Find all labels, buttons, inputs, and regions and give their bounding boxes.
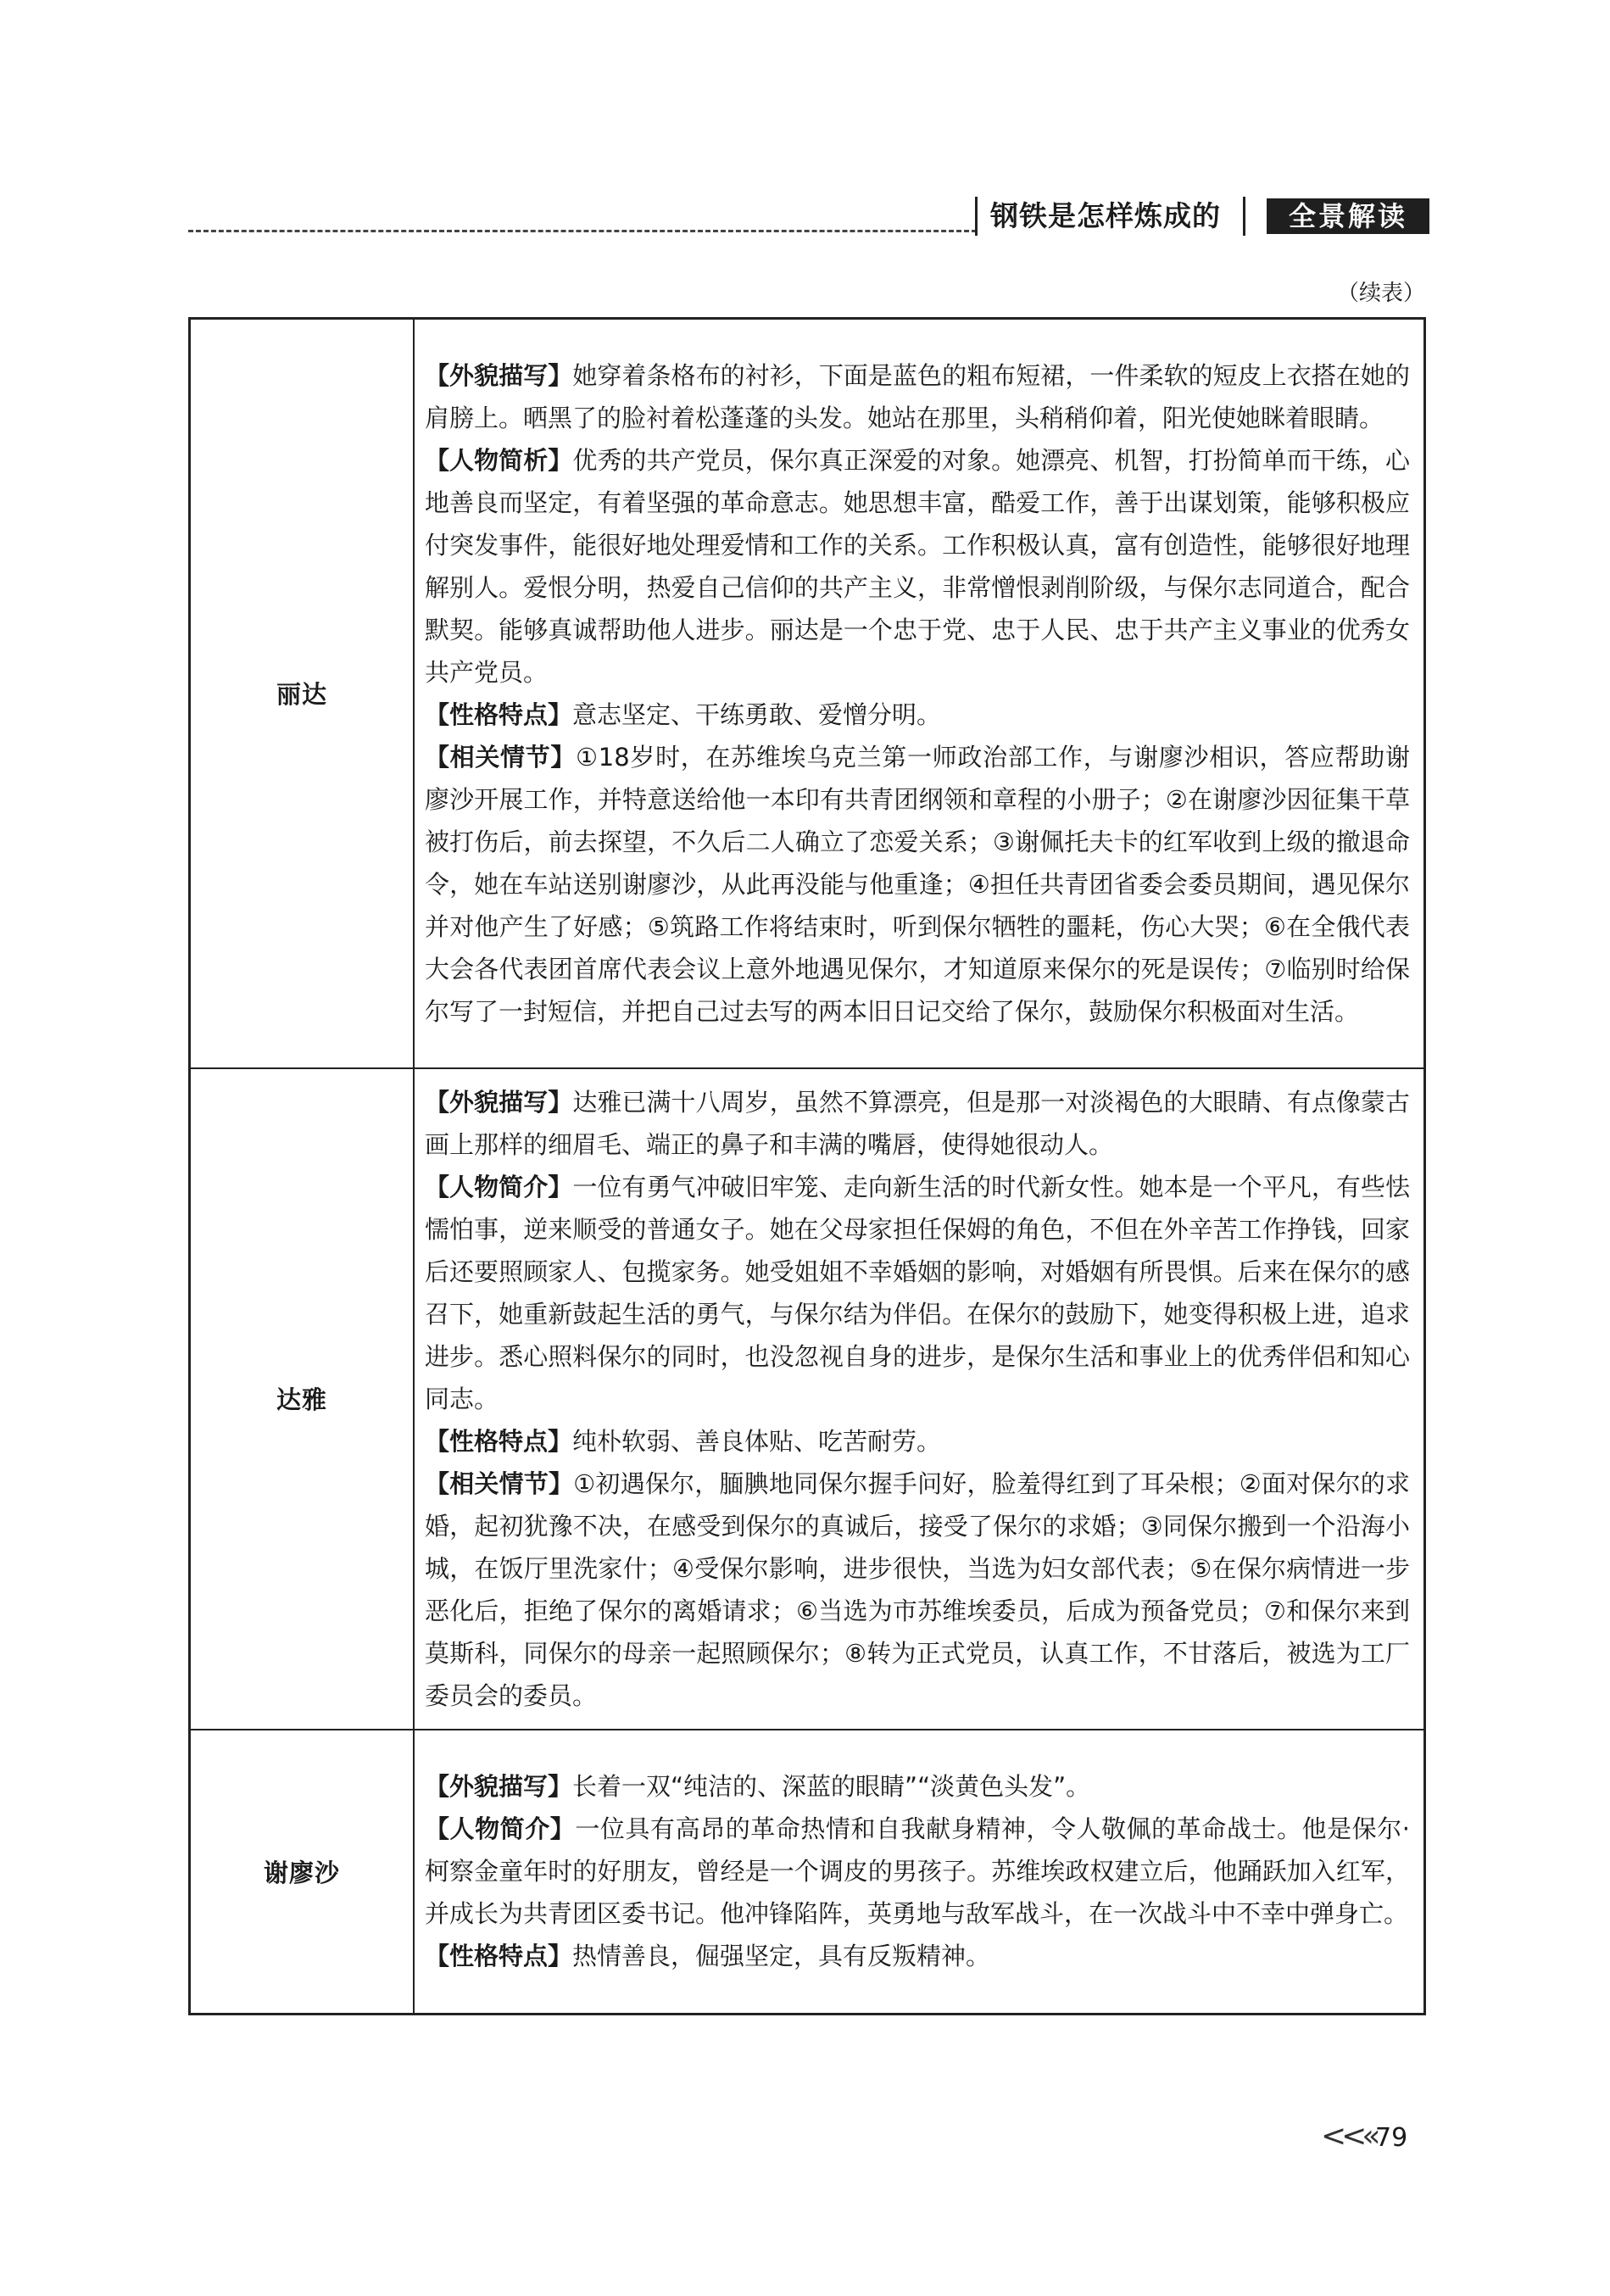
section-label: 【外貌描写】 bbox=[425, 1087, 573, 1117]
description-paragraph bbox=[425, 1420, 1410, 1463]
section-label: 【相关情节】 bbox=[425, 1468, 574, 1498]
section-text: 一位具有高昂的革命热情和自我献身精神，令人敬佩的革命战士。他是保尔·柯察金童年时的好朋友，曾经是一个调皮的男孩子。苏维埃政权建立后，他踊跃加入红军，并成长为共青团区委书记。他冲锋陷阵，英勇地与敌军战斗，在一次战斗中不幸中弹身亡。 bbox=[425, 1814, 1410, 1929]
header-divider-right bbox=[1243, 197, 1245, 236]
section-text: 达雅已满十八周岁，虽然不算漂亮，但是那一对淡褐色的大眼睛、有点像蒙古画上那样的细眉毛、端正的鼻子和丰满的嘴唇，使得她很动人。 bbox=[425, 1087, 1410, 1159]
section-text: 一位有勇气冲破旧牢笼、走向新生活的时代新女性。她本是一个平凡，有些怯懦怕事，逆来顺受的普通女子。她在父母家担任保姆的角色，不但在外辛苦工作挣钱，回家后还要照顾家人、包揽家务。她受姐姐不幸婚姻的影响，对婚姻有所畏惧。后来在保尔的感召下，她重新鼓起生活的勇气，与保尔结为伴侣。在保尔的鼓励下，她变得积极上进，追求进步。悉心照料保尔的同时，也没忽视自身的进步，是保尔生活和事业上的优秀伴侣和知心同志。 bbox=[425, 1172, 1410, 1413]
table-row bbox=[190, 1730, 1425, 2015]
section-label: 【性格特点】 bbox=[425, 1942, 573, 1971]
section-label: 【外貌描写】 bbox=[425, 1772, 573, 1802]
section-label: 【人物简介】 bbox=[425, 1814, 576, 1844]
description-paragraph bbox=[425, 694, 1410, 736]
section-text: 热情善良，倔强坚定，具有反叛精神。 bbox=[572, 1942, 991, 1971]
description-paragraph bbox=[425, 736, 1410, 1033]
page-arrows-icon: <<« bbox=[1321, 2119, 1376, 2154]
description-paragraph bbox=[425, 1166, 1410, 1420]
section-badge: 全景解读 bbox=[1267, 198, 1429, 234]
description-paragraph bbox=[425, 1081, 1410, 1166]
header-divider-left bbox=[975, 197, 978, 236]
character-description bbox=[414, 319, 1425, 1068]
character-description bbox=[414, 1730, 1425, 2015]
section-label: 【人物简介】 bbox=[425, 1172, 573, 1201]
header-dashed-rule bbox=[188, 230, 977, 232]
character-name: 达雅 bbox=[190, 1068, 415, 1730]
section-text: ①初遇保尔，腼腆地同保尔握手问好，脸羞得红到了耳朵根；②面对保尔的求婚，起初犹豫不决，在感受到保尔的真诚后，接受了保尔的求婚；③同保尔搬到一个沿海小城，在饭厅里洗家什；④受保尔影响，进步很快，当选为妇女部代表；⑤在保尔病情进一步恶化后，拒绝了保尔的离婚请求；⑥当选为市苏维埃委员，后成为预备党员；⑦和保尔来到莫斯科，同保尔的母亲一起照顾保尔；⑧转为正式党员，认真工作，不甘落后，被选为工厂委员会的委员。 bbox=[425, 1468, 1410, 1710]
character-table bbox=[188, 317, 1426, 2015]
section-label: 【人物简析】 bbox=[425, 445, 573, 475]
character-description bbox=[414, 1068, 1425, 1730]
character-name: 丽达 bbox=[190, 319, 415, 1068]
book-title: 钢铁是怎样炼成的 bbox=[990, 199, 1221, 232]
description-paragraph bbox=[425, 1463, 1410, 1717]
section-label: 【性格特点】 bbox=[425, 699, 573, 729]
section-label: 【相关情节】 bbox=[425, 742, 577, 772]
description-paragraph bbox=[425, 354, 1410, 439]
section-text: 纯朴软弱、善良体贴、吃苦耐劳。 bbox=[572, 1426, 942, 1456]
section-text: 长着一双“纯洁的、深蓝的眼睛”“淡黄色头发”。 bbox=[572, 1772, 1091, 1802]
character-name: 谢廖沙 bbox=[190, 1730, 415, 2015]
description-paragraph bbox=[425, 1808, 1410, 1935]
description-paragraph bbox=[425, 1765, 1410, 1808]
table-row bbox=[190, 1068, 1425, 1730]
section-text: 优秀的共产党员，保尔真正深爱的对象。她漂亮、机智，打扮简单而干练，心地善良而坚定，有着坚强的革命意志。她思想丰富，酷爱工作，善于出谋划策，能够积极应付突发事件，能很好地处理爱情和工作的关系。工作积极认真，富有创造性，能够很好地理解别人。爱恨分明，热爱自己信仰的共产主义，非常憎恨剥削阶级，与保尔志同道合，配合默契。能够真诚帮助他人进步。丽达是一个忠于党、忠于人民、忠于共产主义事业的优秀女共产党员。 bbox=[425, 445, 1410, 687]
description-paragraph bbox=[425, 439, 1410, 694]
section-text: 她穿着条格布的衬衫，下面是蓝色的粗布短裙，一件柔软的短皮上衣搭在她的肩膀上。晒黑了的脸衬着松蓬蓬的头发。她站在那里，头稍稍仰着，阳光使她眯着眼睛。 bbox=[425, 360, 1410, 432]
table-row bbox=[190, 319, 1425, 1068]
description-paragraph bbox=[425, 1935, 1410, 1977]
page-number: 79 bbox=[1375, 2123, 1408, 2153]
section-label: 【外貌描写】 bbox=[425, 360, 573, 390]
section-text: 意志坚定、干练勇敢、爱憎分明。 bbox=[572, 699, 942, 729]
continued-note: （续表） bbox=[1336, 281, 1425, 306]
section-label: 【性格特点】 bbox=[425, 1426, 573, 1456]
section-text: ①18岁时，在苏维埃乌克兰第一师政治部工作，与谢廖沙相识，答应帮助谢廖沙开展工作，并特意送给他一本印有共青团纲领和章程的小册子；②在谢廖沙因征集干草被打伤后，前去探望，不久后二人确立了恋爱关系；③谢佩托夫卡的红军收到上级的撤退命令，她在车站送别谢廖沙，从此再没能与他重逢；④担任共青团省委会委员期间，遇见保尔并对他产生了好感；⑤筑路工作将结束时，听到保尔牺牲的噩耗，伤心大哭；⑥在全俄代表大会各代表团首席代表会议上意外地遇见保尔，才知道原来保尔的死是误传；⑦临别时给保尔写了一封短信，并把自己过去写的两本旧日记交给了保尔，鼓励保尔积极面对生活。 bbox=[425, 742, 1410, 1026]
